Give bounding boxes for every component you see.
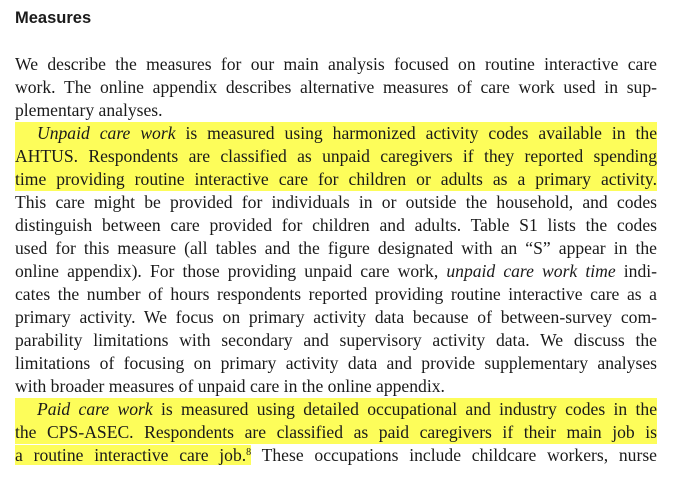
paragraph-2-line-2: AHTUS. Respondents are classified as unpaid caregivers if they reported spending	[15, 146, 657, 166]
paragraph-3-line-2: the CPS-ASEC. Respondents are classified as paid caregivers if their main job is	[15, 422, 657, 442]
paragraph-2-line-9: primary activity. We focus on primary activity data because of between-survey com-	[15, 307, 657, 327]
paragraph-3-line-1: Paid care work is measured using detailed occupational and industry codes in the	[15, 398, 657, 421]
paragraph-2-line-1: Unpaid care work is measured using harmonized activity codes available in the	[15, 122, 657, 145]
paragraph-1-line-3: plementary analyses.	[15, 100, 163, 120]
paragraph-2-line-7: online appendix). For those providing unpaid care work, unpaid care work time indi-	[15, 261, 657, 281]
paragraph-1-line-2: work. The online appendix describes alternative measures of care work used in sup-	[15, 77, 657, 97]
paragraph-2-line-5: distinguish between care provided for children and adults. Table S1 lists the codes	[15, 215, 657, 235]
paragraph-2-line-10: parability limitations with secondary and supervisory activity data. We discuss the	[15, 330, 657, 350]
paragraph-3-line-3: a routine interactive care job.$^8$ These occupations include childcare workers, nurse	[15, 445, 657, 465]
section-heading: Measures	[15, 9, 92, 27]
unpaid-care-work-time-term: unpaid care work time	[446, 261, 616, 281]
paragraph-2-line-4: This care might be provided for individuals in or outside the household, and codes	[15, 192, 657, 212]
paragraph-2-line-6: used for this measure (all tables and the figure designated with an “S” appear in the	[15, 238, 657, 258]
paragraph-2-line-12: with broader measures of unpaid care in the online appendix.	[15, 376, 445, 396]
paid-care-work-term: Paid care work	[37, 399, 153, 419]
paragraph-1-line-1: We describe the measures for our main analysis focused on routine interactive care	[15, 54, 657, 74]
footnote-marker[interactable]: 8	[246, 447, 252, 458]
paragraph-2-line-8: cates the number of hours respondents reported providing routine interactive care as a	[15, 284, 657, 304]
unpaid-care-work-term: Unpaid care work	[37, 123, 176, 143]
paragraph-2-line-11: limitations of focusing on primary activity data and provide supplementary analyses	[15, 353, 657, 373]
paragraph-2-line-3: time providing routine interactive care for children or adults as a primary activity.	[15, 169, 657, 189]
paragraph-3-highlighted-fragment: a routine interactive care job.$^8$	[15, 445, 252, 465]
